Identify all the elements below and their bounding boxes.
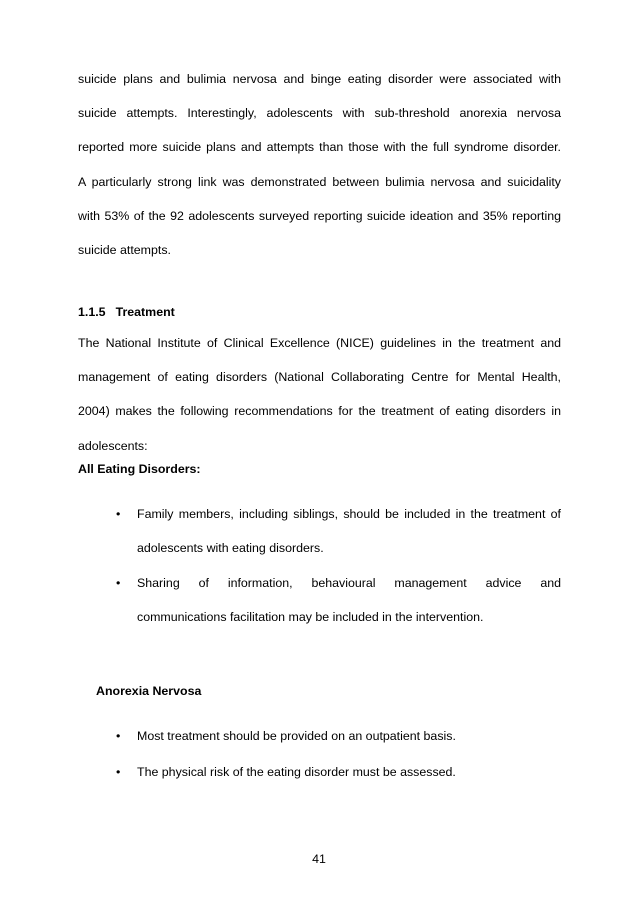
treatment-line: adolescents:	[78, 438, 148, 453]
treatment-line: 2004) makes the following recommendations for the treatment of eating disorders in	[78, 404, 561, 419]
intro-line: reported more suicide plans and attempts than those with the full syndrome disorder.	[78, 140, 561, 155]
bullet-line: Family members, including siblings, should be included in the treatment of	[137, 507, 561, 521]
section-heading	[78, 305, 175, 319]
section-title: Treatment	[115, 305, 175, 319]
bullet-text	[137, 719, 561, 753]
bullet-marker: •	[116, 507, 121, 521]
intro-line: suicide attempts. Interestingly, adolescents with sub-threshold anorexia nervosa	[78, 106, 561, 121]
all-eating-disorders-heading: All Eating Disorders:	[78, 462, 201, 476]
intro-line: suicide plans and bulimia nervosa and binge eating disorder were associated with	[78, 72, 561, 86]
treatment-line: management of eating disorders (National Collaborating Centre for Mental Health,	[78, 370, 561, 385]
bullet-text	[137, 566, 561, 634]
treatment-paragraph	[78, 326, 561, 463]
bullet-line: communications facilitation may be included in the intervention.	[137, 610, 484, 625]
intro-line: A particularly strong link was demonstrated between bulimia nervosa and suicidality	[78, 174, 561, 189]
anorexia-nervosa-heading: Anorexia Nervosa	[96, 684, 202, 698]
section-number: 1.1.5	[78, 305, 106, 319]
bullet-marker: •	[116, 576, 121, 590]
intro-line: with 53% of the 92 adolescents surveyed reporting suicide ideation and 35% reporting	[78, 208, 561, 223]
bullet-text	[137, 497, 561, 565]
intro-paragraph	[78, 62, 561, 267]
bullet-marker: •	[116, 729, 121, 743]
treatment-line: The National Institute of Clinical Excellence (NICE) guidelines in the treatment and	[78, 336, 561, 350]
bullet-line: The physical risk of the eating disorder must be assessed.	[137, 765, 456, 779]
bullet-text	[137, 755, 561, 789]
bullet-marker: •	[116, 765, 121, 779]
page-number: 41	[312, 852, 326, 866]
bullet-line: Most treatment should be provided on an outpatient basis.	[137, 729, 456, 743]
bullet-line: adolescents with eating disorders.	[137, 541, 324, 556]
bullet-line: Sharing of information, behavioural management advice and	[137, 576, 561, 590]
intro-line: suicide attempts.	[78, 243, 171, 258]
